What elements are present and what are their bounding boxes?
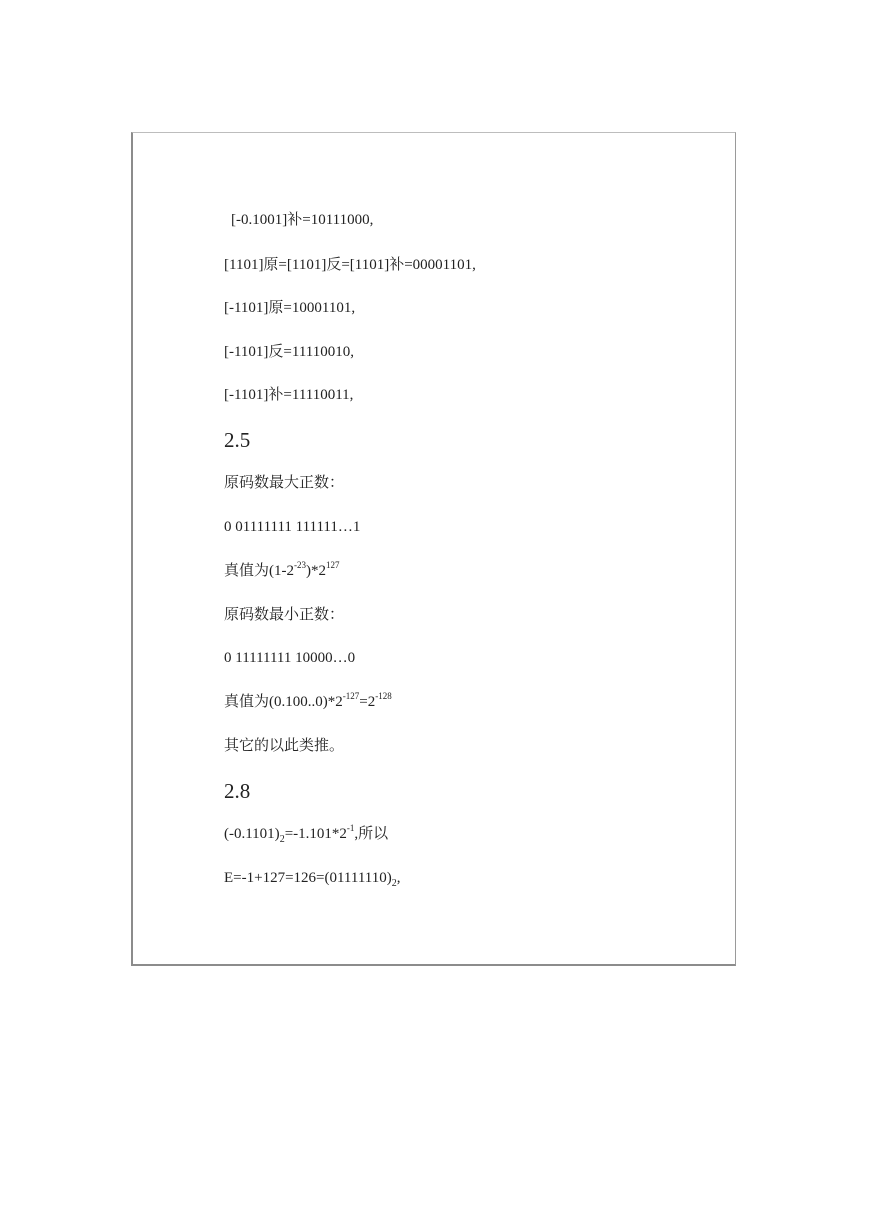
max-positive-value: [224, 561, 340, 581]
min-value-prefix: 真值为(0.100..0)*2: [224, 694, 343, 710]
min-value-exponent-1: -127: [342, 691, 360, 701]
eq2-subscript: 2: [391, 878, 397, 889]
max-positive-label: 原码数最大正数：: [224, 475, 345, 491]
eq1-suffix: ,所以: [354, 826, 389, 842]
complement-line-5: [-1101]补=11110011,: [224, 387, 354, 403]
min-value-exponent-2: -128: [375, 691, 392, 701]
float-equation-2: [224, 868, 400, 888]
complement-line-2: [1101]原=[1101]反=[1101]补=00001101,: [224, 257, 476, 273]
eq1-mid: =-1.101*2: [284, 826, 347, 842]
eq1-subscript: 2: [279, 834, 285, 845]
eq2-prefix: E=-1+127=126=(01111110): [224, 870, 392, 886]
min-positive-bits: 0 11111111 10000…0: [224, 650, 356, 666]
max-positive-bits: 0 01111111 111111…1: [224, 519, 361, 535]
section-heading-2-8: 2.8: [224, 779, 251, 803]
complement-line-1: [-0.1001]补=10111000,: [231, 212, 374, 228]
max-value-exponent-2: 127: [326, 560, 340, 570]
others-note: 其它的以此类推。: [224, 738, 345, 754]
complement-line-3: [-1101]原=10001101,: [224, 300, 356, 316]
complement-line-4: [-1101]反=11110010,: [224, 344, 354, 360]
max-value-mid: )*2: [306, 563, 326, 579]
eq1-prefix: (-0.1101): [224, 826, 280, 842]
section-heading-2-5: 2.5: [224, 428, 251, 452]
min-positive-label: 原码数最小正数：: [224, 607, 345, 623]
min-positive-value: [224, 692, 392, 712]
eq1-exponent: -1: [346, 823, 355, 833]
float-equation-1: [224, 824, 388, 844]
eq2-suffix: ,: [396, 870, 401, 886]
min-value-mid: =2: [359, 694, 376, 710]
max-value-exponent-1: -23: [294, 560, 306, 570]
max-value-prefix: 真值为(1-2: [224, 563, 294, 579]
